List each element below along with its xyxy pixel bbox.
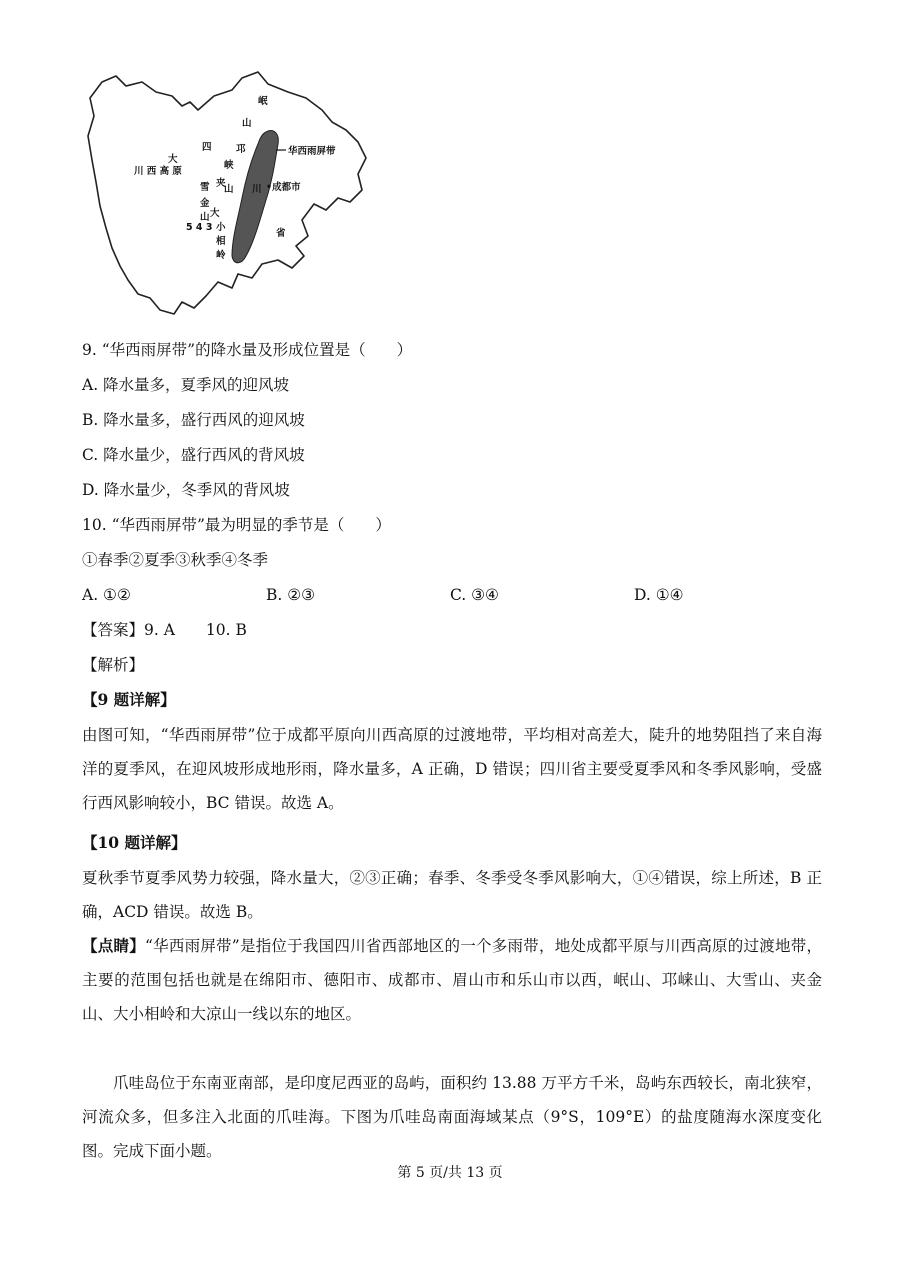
map-label-huaxi: 华西雨屏带 xyxy=(288,146,336,157)
sichuan-map-figure xyxy=(82,70,372,320)
map-label-ling: 岭 xyxy=(216,250,226,261)
map-label-jin: 金 xyxy=(200,198,210,209)
map-label-shan-b: 山 xyxy=(200,212,210,223)
q10-option-d: D. ①④ xyxy=(634,586,684,604)
q10-option-a: A. ①② xyxy=(82,586,131,604)
analysis-label: 【解析】 xyxy=(82,656,145,674)
detail10-title: 【10 题详解】 xyxy=(82,833,187,852)
map-label-shan-a: 山 xyxy=(224,184,234,195)
page-footer: 第 5 页/共 13 页 xyxy=(397,1165,503,1181)
map-label-xue: 雪 xyxy=(200,182,210,193)
map-label-min-shan-2: 山 xyxy=(242,118,252,129)
map-label-da: 大 xyxy=(168,154,178,165)
q10-option-b: B. ②③ xyxy=(266,586,316,604)
intro-paragraph: 爪哇岛位于东南亚南部，是印度尼西亚的岛屿，面积约 13.88 万平方千米，岛屿东西较长，南北狭窄，河流众多，但多注入北面的爪哇海。下图为爪哇岛南面海域某点（9°S，109°E）的盐度随海水深度变化图。完成下面小题。 xyxy=(82,1074,822,1160)
q10-stem: 10. “华西雨屏带”最为明显的季节是（ ） xyxy=(82,516,391,534)
map-label-si: 四 xyxy=(202,142,212,153)
tip-text: “华西雨屏带”是指位于我国四川省西部地区的一个多雨带，地处成都平原与川西高原的过渡地带，主要的范围包括也就是在绵阳市、德阳市、成都市、眉山市和乐山市以西，岷山、邛崃山、大雪山、夹金山、大小相岭和大凉山一线以东的地区。 xyxy=(82,937,822,1023)
q9-stem: 9. “华西雨屏带”的降水量及形成位置是（ ） xyxy=(82,341,413,359)
map-label-chuan: 川 xyxy=(252,184,262,195)
map-label-xia: 峡 xyxy=(224,160,234,171)
answer-label: 【答案】 xyxy=(82,621,145,639)
map-label-xiang: 相 xyxy=(216,236,226,247)
detail9-text: 由图可知，“华西雨屏带”位于成都平原向川西高原的过渡地带，平均相对高差大，陡升的地势阻挡了来自海洋的夏季风，在迎风坡形成地形雨，降水量多，A 正确，D 错误；四川省主要受夏季风和冬季风影响，受盛行西风影响较小，BC 错误。故选 A。 xyxy=(82,726,822,812)
tip-label: 【点睛】 xyxy=(82,936,145,955)
map-label-sheng: 省 xyxy=(276,228,286,239)
q9-option-c: C. 降水量少，盛行西风的背风坡 xyxy=(82,446,305,464)
map-label-chengdu: •成都市 xyxy=(266,182,301,193)
map-label-min-shan-1: 岷 xyxy=(258,96,268,107)
q9-option-a: A. 降水量多，夏季风的迎风坡 xyxy=(82,376,290,394)
q10-option-c: C. ③④ xyxy=(450,586,499,604)
map-label-qiong: 邛 xyxy=(236,144,246,155)
tip-paragraph xyxy=(82,929,822,1031)
q9-option-d: D. 降水量少，冬季风的背风坡 xyxy=(82,481,290,499)
answer-line xyxy=(82,620,247,640)
answer-text: 9. A 10. B xyxy=(144,621,247,639)
q9-option-b: B. 降水量多，盛行西风的迎风坡 xyxy=(82,411,305,429)
map-label-xiao: 小 xyxy=(216,222,226,233)
detail9-title: 【9 题详解】 xyxy=(82,690,176,709)
map-label-chuanxi-plateau: 川 西 高 原 xyxy=(134,166,182,177)
q10-seasons: ①春季②夏季③秋季④冬季 xyxy=(82,551,269,569)
map-label-nums: 5 4 3 xyxy=(186,222,213,233)
map-label-da-liang: 大 xyxy=(210,208,220,219)
map-label-jia: 夹 xyxy=(216,178,226,189)
detail10-text: 夏秋季节夏季风势力较强，降水量大，②③正确；春季、冬季受冬季风影响大，①④错误，综上所述，B 正确，ACD 错误。故选 B。 xyxy=(82,869,822,921)
